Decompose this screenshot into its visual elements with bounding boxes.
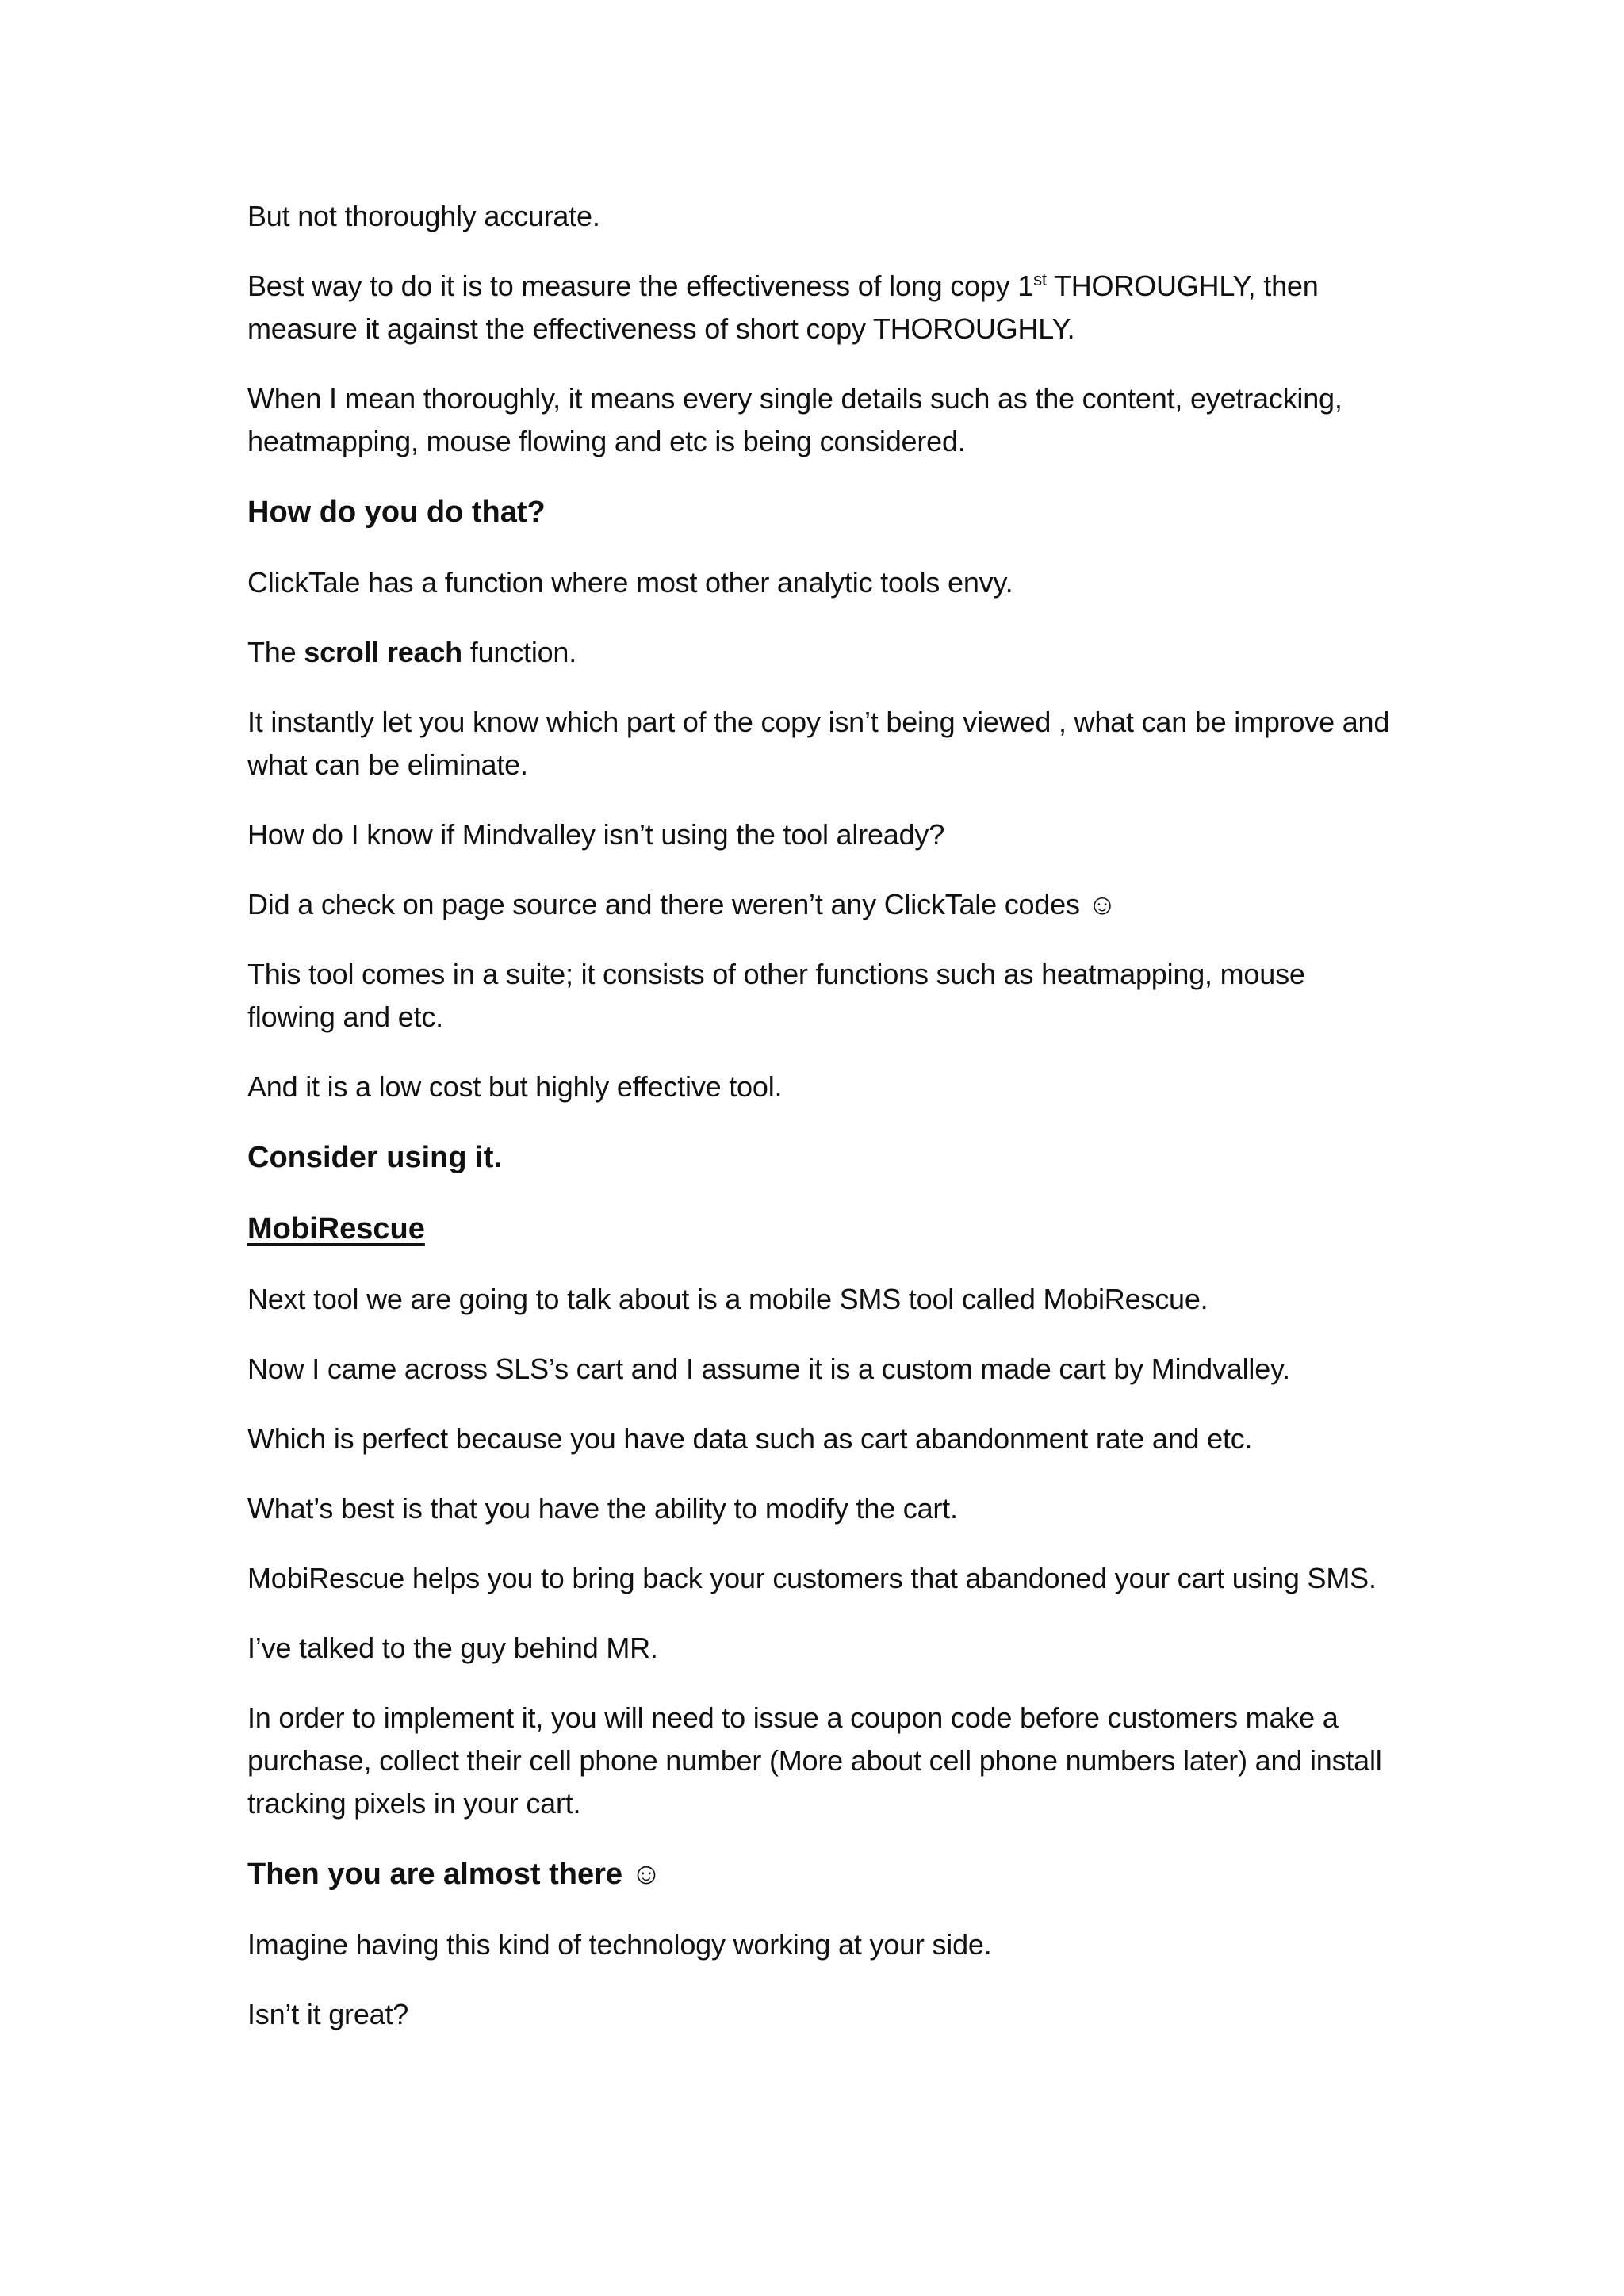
section-heading: How do you do that? xyxy=(247,496,546,529)
paragraph: How do I know if Mindvalley isn’t using the tool already? xyxy=(247,818,945,851)
section-heading: Consider using it. xyxy=(247,1141,502,1174)
paragraph: But not thoroughly accurate. xyxy=(247,200,600,232)
paragraph: Now I came across SLS’s cart and I assume it is a custom made cart by Mindvalley. xyxy=(247,1353,1290,1385)
document-body xyxy=(247,195,1397,2063)
paragraph: When I mean thoroughly, it means every single details such as the content, eyetracking, heatmapping, mouse flowing and etc is being considered. xyxy=(247,382,1342,457)
paragraph xyxy=(247,631,1397,674)
paragraph: I’ve talked to the guy behind MR. xyxy=(247,1632,658,1664)
paragraph: What’s best is that you have the ability to modify the cart. xyxy=(247,1492,958,1525)
paragraph: Next tool we are going to talk about is a mobile SMS tool called MobiRescue. xyxy=(247,1283,1208,1315)
paragraph: It instantly let you know which part of the copy isn’t being viewed , what can be improve and what can be eliminate. xyxy=(247,706,1390,781)
paragraph xyxy=(247,265,1397,350)
paragraph: MobiRescue helps you to bring back your customers that abandoned your cart using SMS. xyxy=(247,1562,1377,1594)
paragraph-text: THOROUGHLY, then measure it against the effectiveness of short copy THOROUGHLY. xyxy=(247,270,1319,345)
paragraph: This tool comes in a suite; it consists of other functions such as heatmapping, mouse flowing and etc. xyxy=(247,958,1305,1033)
paragraph: ClickTale has a function where most other analytic tools envy. xyxy=(247,566,1013,599)
paragraph: In order to implement it, you will need to issue a coupon code before customers make a purchase, collect their cell phone number (More about cell phone numbers later) and install tracking pixels in your cart. xyxy=(247,1701,1382,1820)
paragraph-text: function. xyxy=(462,636,577,668)
paragraph: And it is a low cost but highly effective tool. xyxy=(247,1070,783,1103)
bold-text: scroll reach xyxy=(304,636,462,668)
paragraph: Which is perfect because you have data such as cart abandonment rate and etc. xyxy=(247,1422,1253,1455)
paragraph: Imagine having this kind of technology working at your side. xyxy=(247,1928,992,1961)
paragraph: Did a check on page source and there weren’t any ClickTale codes ☺ xyxy=(247,888,1117,920)
section-heading: Then you are almost there ☺ xyxy=(247,1858,662,1891)
paragraph-text: The xyxy=(247,636,304,668)
heading-text: MobiRescue xyxy=(247,1212,425,1246)
paragraph: Isn’t it great? xyxy=(247,1998,409,2030)
superscript: st xyxy=(1033,270,1047,289)
paragraph-text: Best way to do it is to measure the effectiveness of long copy 1 xyxy=(247,270,1034,302)
section-heading-underlined xyxy=(247,1207,1397,1251)
